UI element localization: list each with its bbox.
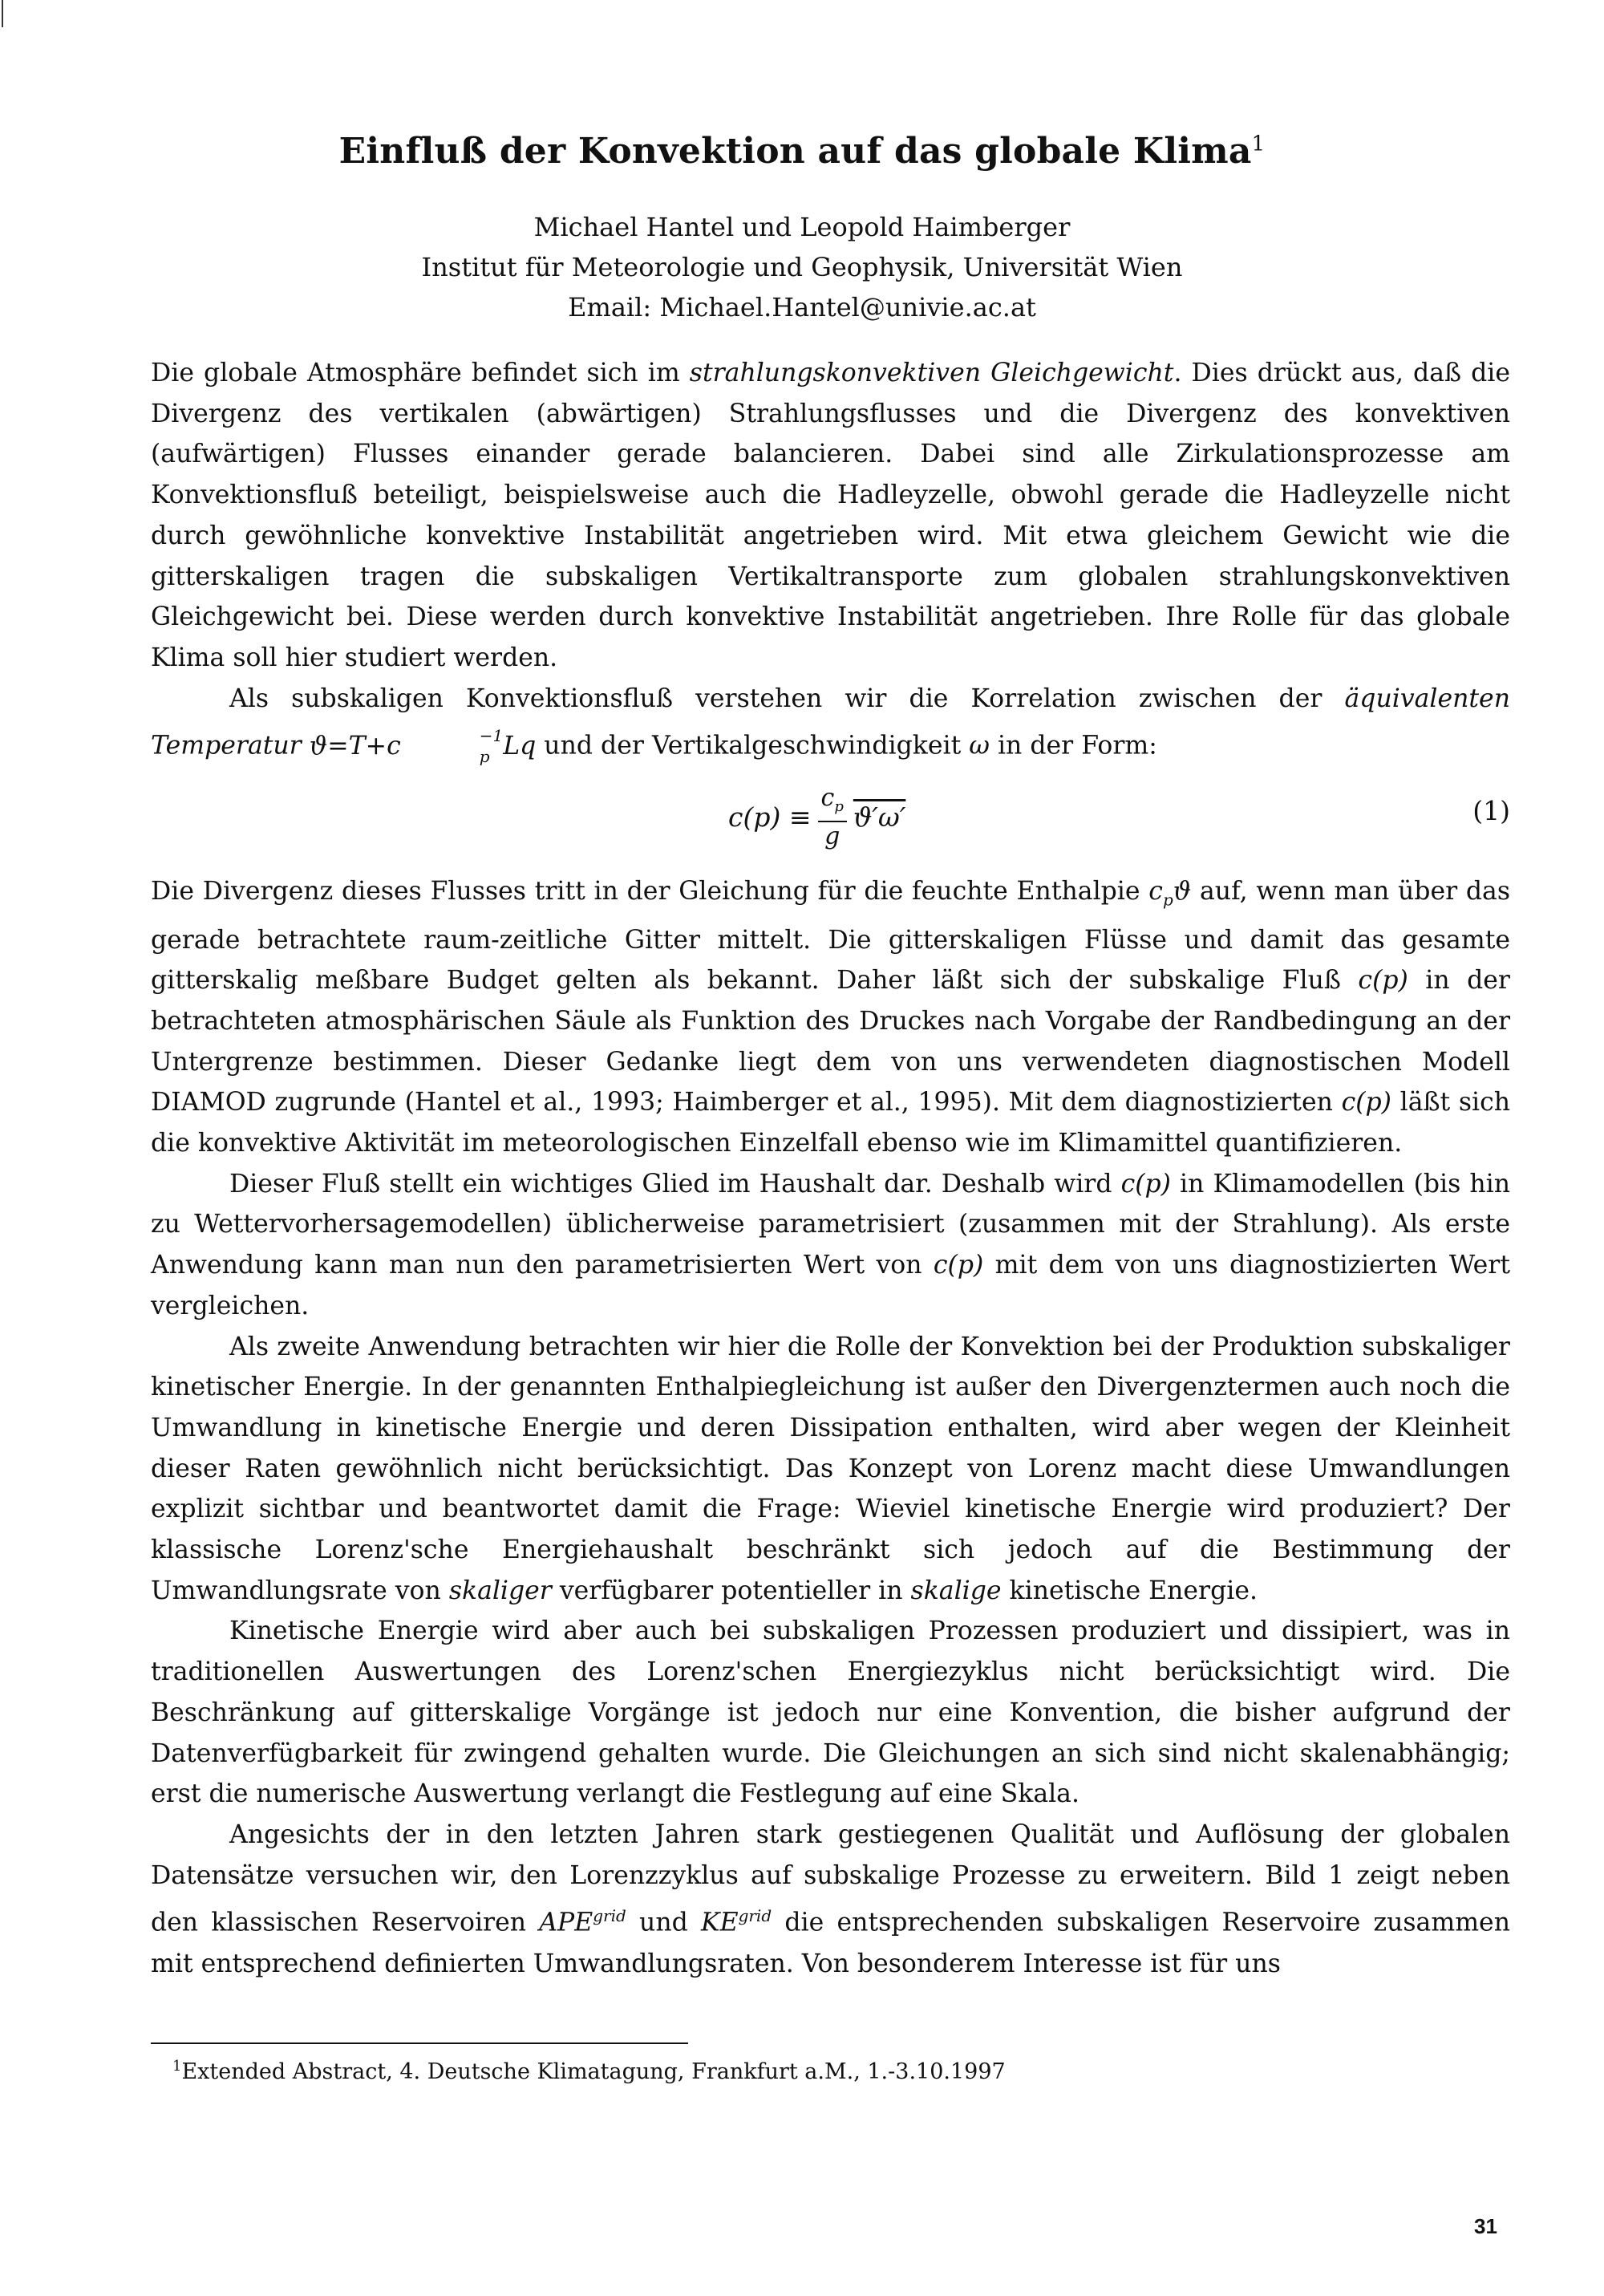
omega-symbol: ω <box>969 731 990 761</box>
author-block <box>0 207 1604 327</box>
title-footnote-mark: 1 <box>1251 132 1266 156</box>
paragraph-7: Angesichts der in den letzten Jahren stark gestiegenen Qualität und Auflösung der globalen Datensätze versuchen wir, den Lorenzzyklus auf subskalige Prozesse zu erweitern. Bild 1 zeigt neben den klassischen Reservoiren $APE^{grid}$ und $KE^{grid}$ die entsprechenden subskaligen Reservoire zusammen mit entsprechend definierten Umwandlungsraten. Von besonderem Interesse ist für uns <box>151 1820 1510 1978</box>
footnote-rule <box>151 2042 688 2044</box>
paper-body <box>151 353 1510 1984</box>
equation-1 <box>151 767 1510 871</box>
paragraph-5: Als zweite Anwendung betrachten wir hier die Rolle der Konvektion bei der Produktion subskaliger kinetischer Energie. In der genannten Enthalpiegleichung ist außer den Divergenztermen auch noch die Umwandlung in kinetische Energie und deren Dissipation enthalten, wird aber wegen der Kleinheit dieser Raten gewöhnlich nicht berücksichtigt. Das Konzept von Lorenz macht diese Umwandlungen explizit sichtbar und beantwortet damit die Frage: Wieviel kinetische Energie wird produziert? Der klassische Lorenz'sche Energiehaushalt beschränkt sich jedoch auf die Bestimmung der Umwandlungsrate von skaliger verfügbarer potentieller in skalige kinetische Energie. <box>151 1332 1510 1605</box>
emphasis-skaliger: skaliger <box>448 1576 552 1605</box>
page-number: 31 <box>1474 2214 1497 2238</box>
footnote-text: Extended Abstract, 4. Deutsche Klimatagung, Frankfurt a.M., 1.-3.10.1997 <box>181 2059 1006 2084</box>
author-institute: Institut für Meteorologie und Geophysik, Universität Wien <box>421 252 1183 282</box>
paragraph-4: Dieser Fluß stellt ein wichtiges Glied im Haushalt dar. Deshalb wird c(p) in Klimamodellen (bis hin zu Wettervorhersagemodellen) üblicherweise parametrisiert (zusammen mit der Strahlung). Als erste Anwendung kann man nun den parametrisierten Wert von c(p) mit dem von uns diagnostizierten Wert vergleichen. <box>151 1169 1510 1320</box>
equation-rhs: ϑ′ω′ <box>853 801 906 833</box>
equation-formula <box>728 785 905 851</box>
paragraph-2: Als subskaligen Konvektionsfluß verstehen wir die Korrelation zwischen der äquivalenten Temperatur ϑ=T+c $^{-1}$ p Lq und der Vertikalgeschwindigkeit ω in der Form: <box>151 684 1510 767</box>
paragraph-6: Kinetische Energie wird aber auch bei subskaligen Prozessen produziert und dissipiert, was in traditionellen Auswertungen des Lorenz'schen Energiezyklus nicht berücksichtigt wird. Die Beschränkung auf gitterskalige Vorgänge ist jedoch nur eine Konvention, die bisher aufgrund der Datenverfügbarkeit für zwingend gehalten wurde. Die Gleichungen an sich sind nicht skalenabhängig; erst die numerische Auswertung verlangt die Festlegung auf eine Skala. <box>151 1617 1510 1809</box>
author-email: Email: Michael.Hantel@univie.ac.at <box>568 292 1036 322</box>
emphasis-gleichgewicht: strahlungskonvektiven Gleichgewicht <box>689 359 1174 387</box>
equation-fraction: $\frac{c_p}{g}$ <box>818 785 847 851</box>
equation-lhs: c(p) ≡ <box>728 801 812 833</box>
title-text: Einfluß der Konvektion auf das globale Klima <box>338 131 1252 172</box>
emphasis-skalige: skalige <box>910 1576 1002 1605</box>
author-names: Michael Hantel und Leopold Haimberger <box>533 212 1071 242</box>
emphasis-aequivalente-temperatur: äquivalenten Temperatur <box>151 684 1510 761</box>
paragraph-1: Die globale Atmosphäre befindet sich im strahlungskonvektiven Gleichgewicht. Dies drückt aus, daß die Divergenz des vertikalen (abwärtigen) Strahlungsflusses und die Divergenz des konvektiven (aufwärtigen) Flusses einander gerade balancieren. Dabei sind alle Zirkulationsprozesse am Konvektionsfluß beteiligt, beispielsweise auch die Hadleyzelle, obwohl gerade die Hadleyzelle nicht durch gewöhnliche konvektive Instabilität angetrieben wird. Mit etwa gleichem Gewicht wie die gitterskaligen tragen die subskaligen Vertikaltransporte zum globalen strahlungskonvektiven Gleichgewicht bei. Diese werden durch konvektive Instabilität angetrieben. Ihre Rolle für das globale Klima soll hier studiert werden. <box>151 359 1510 672</box>
paragraph-3: Die Divergenz dieses Flusses tritt in der Gleichung für die feuchte Enthalpie $c_pϑ$ auf, wenn man über das gerade betrachtete raum-zeitliche Gitter mittelt. Die gitterskaligen Flüsse und damit das gesamte gitterskalig meßbare Budget gelten als bekannt. Daher läßt sich der subskalige Fluß c(p) in der betrachteten atmosphärischen Säule als Funktion des Druckes nach Vorgabe der Randbedingung an der Untergrenze bestimmen. Dieser Gedanke liegt dem von uns verwendeten diagnostischen Modell DIAMOD zugrunde (Hantel et al., 1993; Haimberger et al., 1995). Mit dem diagnostizierten c(p) läßt sich die konvektive Aktivität im meteorologischen Einzelfall ebenso wie im Klimamittel quantifizieren. <box>151 876 1511 1158</box>
footnote-mark: 1 <box>172 2058 182 2075</box>
equation-number: (1) <box>1472 794 1510 826</box>
footnote <box>172 2058 1006 2084</box>
paper-title <box>0 131 1604 172</box>
inline-formula-theta: ϑ=T+c $^{-1}$ p Lq <box>309 726 537 767</box>
scan-margin-mark <box>2 0 3 27</box>
